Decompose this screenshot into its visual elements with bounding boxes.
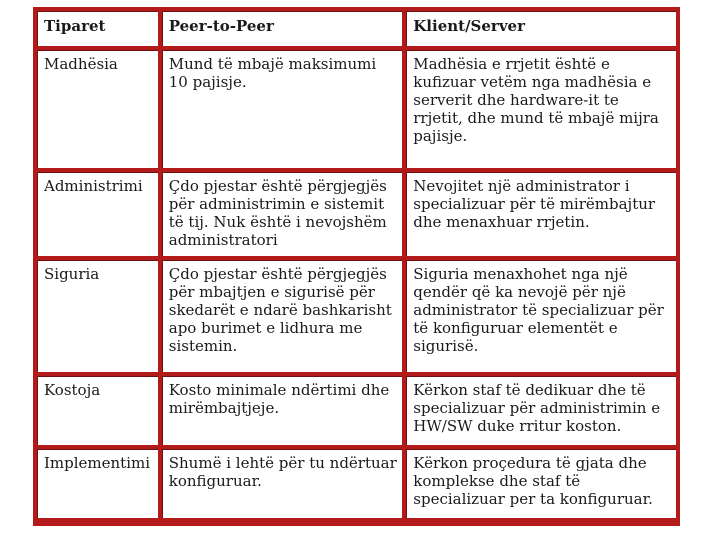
cell-feature: Implementimi <box>37 449 158 518</box>
cell-p2p: Çdo pjestar është përgjegjës për administrimin e sistemit të tij. Nuk është i nevojshëm administratori <box>162 172 403 256</box>
cell-client-server: Siguria menaxhohet nga një qendër që ka nevojë për një administrator të specializuar për të konfiguruar elementët e sigurisë. <box>406 260 676 372</box>
cell-p2p: Kosto minimale ndërtimi dhe mirëmbajtjeje. <box>162 376 403 445</box>
header-client-server: Klient/Server <box>406 11 676 46</box>
cell-client-server: Nevojitet një administrator i specializuar për të mirëmbajtur dhe menaxhuar rrjetin. <box>406 172 676 256</box>
cell-p2p: Çdo pjestar është përgjegjës për mbajtjen e sigurisë për skedarët e ndarë bashkarisht apo burimet e lidhura me sistemin. <box>162 260 403 372</box>
cell-client-server: Kërkon proçedura të gjata dhe komplekse dhe staf të specializuar per ta konfiguruar. <box>406 449 676 518</box>
header-peer-to-peer: Peer-to-Peer <box>162 11 403 46</box>
comparison-table <box>33 7 680 522</box>
cell-p2p: Mund të mbajë maksimumi 10 pajisje. <box>162 50 403 168</box>
table-row-security <box>37 260 676 372</box>
cell-client-server: Madhësia e rrjetit është e kufizuar vetëm nga madhësia e serverit dhe hardware-it te rrjetit, dhe mund të mbajë mijra pajisje. <box>406 50 676 168</box>
cell-feature: Siguria <box>37 260 158 372</box>
left-edge-marker <box>33 380 35 390</box>
cell-p2p: Shumë i lehtë për tu ndërtuar konfiguruar. <box>162 449 403 518</box>
table-row-administration <box>37 172 676 256</box>
header-row <box>37 11 676 46</box>
table-row-implementation <box>37 449 676 518</box>
cell-feature: Kostoja <box>37 376 158 445</box>
cell-feature: Madhësia <box>37 50 158 168</box>
header-features: Tiparet <box>37 11 158 46</box>
table-row-size <box>37 50 676 168</box>
table-row-cost <box>37 376 676 445</box>
cell-client-server: Kërkon staf të dedikuar dhe të specializuar për administrimin e HW/SW duke rritur koston. <box>406 376 676 445</box>
cell-feature: Administrimi <box>37 172 158 256</box>
